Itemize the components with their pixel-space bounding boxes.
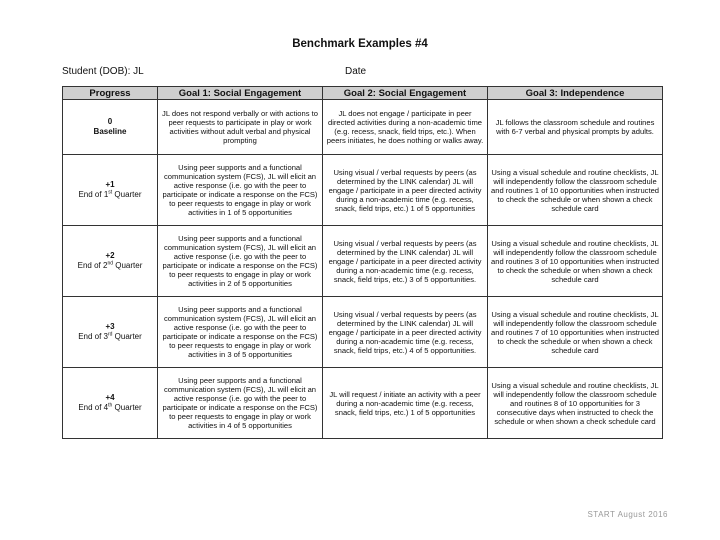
goal-2-cell: Using visual / verbal requests by peers (as determined by the LINK calendar) JL will engage / participate in a peer directed activity during a non-academic time (e.g. recess, snack, field trips, etc.) 1 of 5 opportunities: [323, 155, 488, 226]
goal-1-cell: Using peer supports and a functional communication system (FCS), JL will elicit an active response (i.e. go with the peer to participate or indicate a response on the FCS) to peer requests to engage in play or work activities in 2 of 5 opportunities: [158, 226, 323, 297]
header-goal-1: Goal 1: Social Engagement: [158, 87, 323, 100]
goal-1-cell: Using peer supports and a functional communication system (FCS), JL will elicit an active response (i.e. go with the peer to participate or indicate a response on the FCS) to peer requests to engage in play or work activities in 4 of 5 opportunities: [158, 368, 323, 439]
goal-1-cell: Using peer supports and a functional communication system (FCS), JL will elicit an active response (i.e. go with the peer to participate or indicate a response on the FCS) to peer requests to engage in play or work activities in 3 of 5 opportunities: [158, 297, 323, 368]
table-row: [63, 368, 663, 439]
header-goal-2: Goal 2: Social Engagement: [323, 87, 488, 100]
progress-label: End of 4th Quarter: [78, 402, 142, 412]
footer-label: START August 2016: [587, 510, 668, 519]
header-progress: Progress: [63, 87, 158, 100]
table-row: [63, 100, 663, 155]
table-row: [63, 226, 663, 297]
benchmark-table: [62, 86, 663, 439]
progress-label: Baseline: [93, 127, 127, 136]
progress-cell: [63, 155, 158, 226]
table-row: [63, 155, 663, 226]
goal-2-cell: Using visual / verbal requests by peers (as determined by the LINK calendar) JL will engage / participate in a peer directed activity during a non-academic time (e.g. recess, snack, field trips, etc.) 4 of 5 opportunities.: [323, 297, 488, 368]
progress-level: +2: [105, 251, 115, 260]
progress-label: End of 3rd Quarter: [78, 331, 142, 341]
goal-2-cell: JL will request / initiate an activity with a peer during a non-academic time (e.g. recess, snack, field trips, etc.) 1 of 5 opportunities: [323, 368, 488, 439]
header-goal-3: Goal 3: Independence: [488, 87, 663, 100]
progress-level: +3: [105, 322, 115, 331]
progress-level: +1: [105, 180, 115, 189]
progress-level: 0: [107, 117, 113, 126]
progress-cell: [63, 368, 158, 439]
progress-label: End of 2nd Quarter: [77, 260, 143, 270]
goal-3-cell: Using a visual schedule and routine checklists, JL will independently follow the classroom schedule and routines 3 of 10 opportunities when instructed to check the schedule or when shown a check schedule card: [488, 226, 663, 297]
goal-3-cell: Using a visual schedule and routine checklists, JL will independently follow the classroom schedule and routines 1 of 10 opportunities when instructed to check the schedule or when shown a check schedule card: [488, 155, 663, 226]
goal-1-cell: JL does not respond verbally or with actions to peer requests to participate in play or work activities without adult verbal and physical prompting: [158, 100, 323, 155]
table-header-row: [63, 87, 663, 100]
progress-cell: [63, 226, 158, 297]
page-title: Benchmark Examples #4: [292, 38, 428, 50]
goal-3-cell: Using a visual schedule and routine checklists, JL will independently follow the classroom schedule and routines 8 of 10 opportunities for 3 consecutive days when instructed to check the schedule or when shown a check schedule card: [488, 368, 663, 439]
goal-1-cell: Using peer supports and a functional communication system (FCS), JL will elicit an active response (i.e. go with the peer to participate or indicate a response on the FCS) to peer requests to engage in play or work activities in 1 of 5 opportunities: [158, 155, 323, 226]
goal-2-cell: Using visual / verbal requests by peers (as determined by the LINK calendar) JL will engage / participate in a peer directed activity during a non-academic time (e.g. recess, snack, field trips, etc.) 3 of 5 opportunities.: [323, 226, 488, 297]
progress-cell: [63, 100, 158, 155]
progress-level: +4: [105, 393, 115, 402]
goal-3-cell: Using a visual schedule and routine checklists, JL will independently follow the classroom schedule and routines 7 of 10 opportunities when instructed to check the schedule or when shown a check schedule card: [488, 297, 663, 368]
goal-2-cell: JL does not engage / participate in peer directed activities during a non-academic time (e.g. recess, snack, field trips, etc.). When peers initiates, he does nothing or walks away.: [323, 100, 488, 155]
table-row: [63, 297, 663, 368]
student-label: Student (DOB): JL: [62, 66, 144, 77]
goal-3-cell: JL follows the classroom schedule and routines with 6-7 verbal and physical prompts by adults.: [488, 100, 663, 155]
progress-label: End of 1st Quarter: [78, 189, 142, 199]
progress-cell: [63, 297, 158, 368]
date-label: Date: [345, 66, 367, 77]
